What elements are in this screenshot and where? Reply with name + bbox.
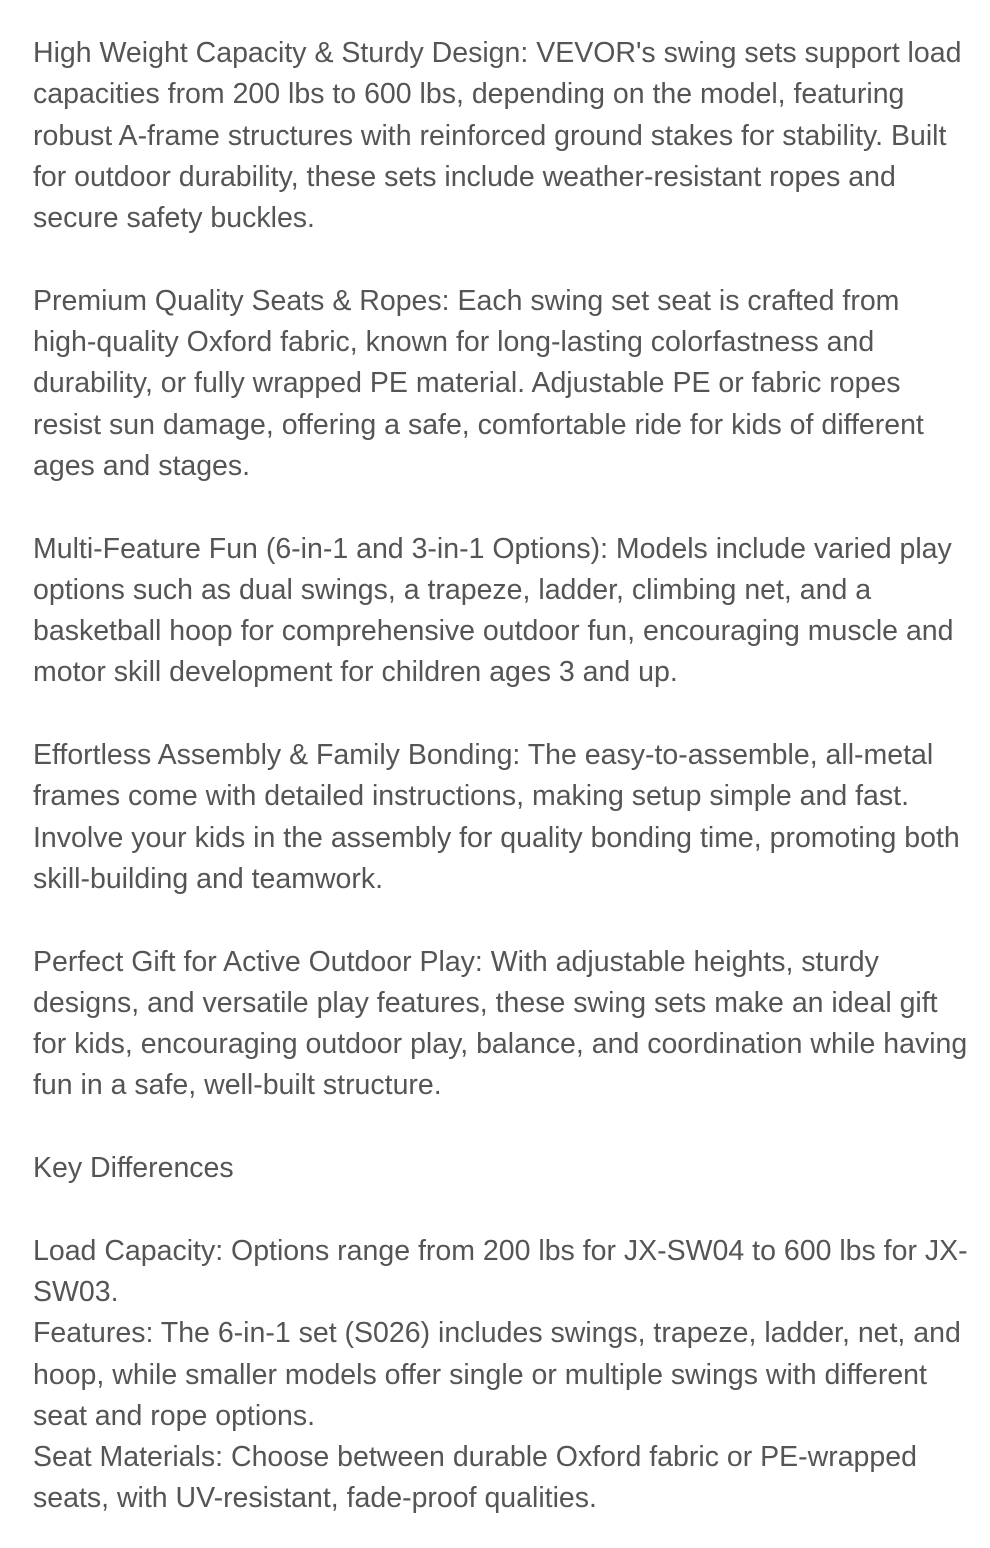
- key-differences-list: [33, 1231, 968, 1520]
- product-description: [33, 33, 968, 1520]
- key-difference-seat-materials: Seat Materials: Choose between durable Oxford fabric or PE-wrapped seats, with UV-resistant, fade-proof qualities.: [33, 1441, 917, 1515]
- feature-paragraph-assembly: Effortless Assembly & Family Bonding: The easy-to-assemble, all-metal frames come with detailed instructions, making setup simple and fast. Involve your kids in the assembly for quality bonding time, promoting both skill-building and teamwork.: [33, 739, 960, 895]
- feature-paragraph-multi-feature: Multi-Feature Fun (6-in-1 and 3-in-1 Options): Models include varied play options such as dual swings, a trapeze, ladder, climbing net, and a basketball hoop for comprehensive outdoor fun, encouraging muscle and motor skill development for children ages 3 and up.: [33, 532, 954, 689]
- feature-paragraph-seats-ropes: Premium Quality Seats & Ropes: Each swing set seat is crafted from high-quality Oxford fabric, known for long-lasting colorfastness and durability, or fully wrapped PE material. Adjustable PE or fabric ropes resist sun damage, offering a safe, comfortable ride for kids of different ages and stages.: [33, 284, 924, 482]
- feature-paragraph-gift: Perfect Gift for Active Outdoor Play: With adjustable heights, sturdy designs, and versatile play features, these swing sets make an ideal gift for kids, encouraging outdoor play, balance, and coordination while having fun in a safe, well-built structure.: [33, 945, 968, 1102]
- key-differences-heading: Key Differences: [33, 1152, 234, 1185]
- feature-paragraph-weight-capacity: High Weight Capacity & Sturdy Design: VEVOR's swing sets support load capacities from 200 lbs to 600 lbs, depending on the model, featuring robust A-frame structures with reinforced ground stakes for stability. Built for outdoor durability, these sets include weather-resistant ropes and secure safety buckles.: [33, 37, 962, 235]
- key-difference-load-capacity: Load Capacity: Options range from 200 lbs for JX-SW04 to 600 lbs for JX-SW03.: [33, 1234, 968, 1308]
- key-difference-features: Features: The 6-in-1 set (S026) includes swings, trapeze, ladder, net, and hoop, while smaller models offer single or multiple swings with different seat and rope options.: [33, 1317, 961, 1432]
